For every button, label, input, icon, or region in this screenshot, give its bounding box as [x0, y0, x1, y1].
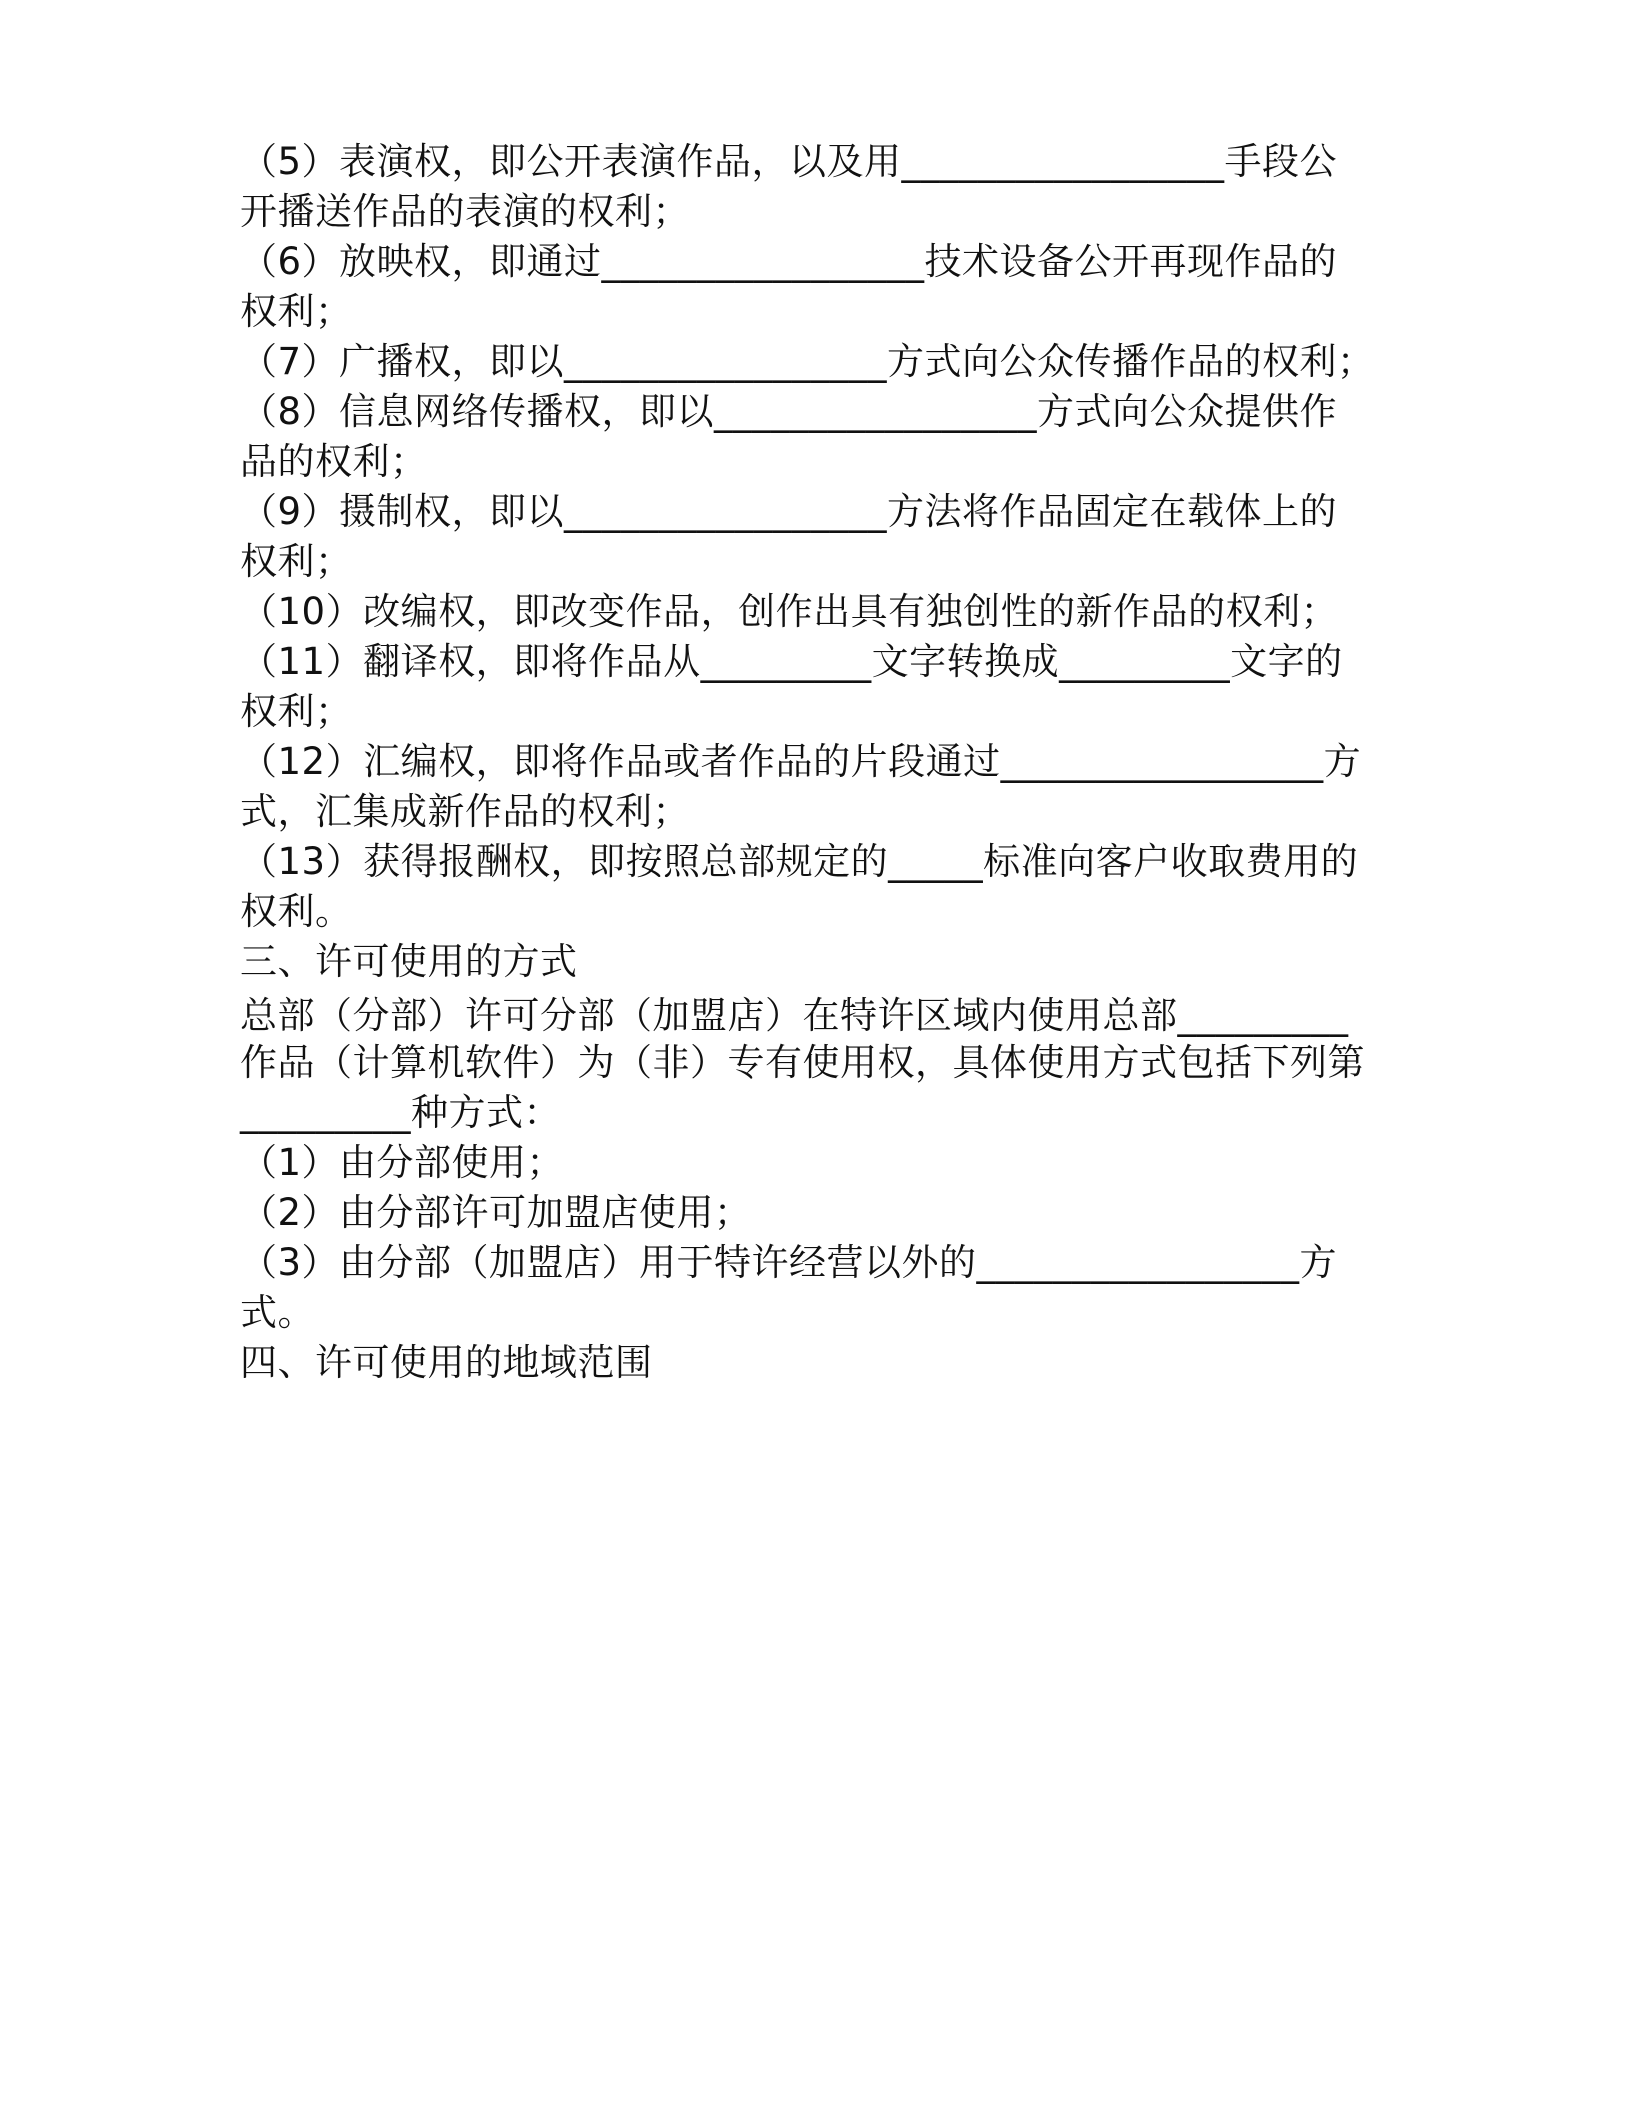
text-line: （10）改编权，即改变作品，创作出具有独创性的新作品的权利；	[240, 590, 1339, 633]
text-line: （12）汇编权，即将作品或者作品的片段通过_________________方	[240, 740, 1362, 783]
section-heading: 三、许可使用的方式	[240, 940, 578, 983]
section-heading: 四、许可使用的地域范围	[240, 1341, 653, 1384]
text-line: 式，汇集成新作品的权利；	[240, 790, 690, 833]
text-line: 品的权利；	[240, 440, 428, 483]
text-line: （7）广播权，即以_________________方式向公众传播作品的权利；	[240, 340, 1375, 383]
text-line: 权利；	[240, 290, 353, 333]
text-line: （2）由分部许可加盟店使用；	[240, 1191, 752, 1234]
text-line: （11）翻译权，即将作品从_________文字转换成_________文字的	[240, 640, 1343, 683]
text-line: 权利。	[240, 890, 353, 933]
text-line: （1）由分部使用；	[240, 1141, 565, 1184]
text-line: 权利；	[240, 690, 353, 733]
text-line: 作品（计算机软件）为（非）专有使用权，具体使用方式包括下列第	[240, 1041, 1365, 1084]
text-line: （6）放映权，即通过_________________技术设备公开再现作品的	[240, 240, 1338, 283]
text-line: 权利；	[240, 540, 353, 583]
text-line: （8）信息网络传播权，即以_________________方式向公众提供作	[240, 390, 1338, 433]
text-line: 式。	[240, 1291, 315, 1334]
text-line: （3）由分部（加盟店）用于特许经营以外的_________________方	[240, 1241, 1338, 1284]
text-line: （5）表演权，即公开表演作品，以及用_________________手段公	[240, 140, 1338, 183]
text-line: 开播送作品的表演的权利；	[240, 190, 690, 233]
text-line: （9）摄制权，即以_________________方法将作品固定在载体上的	[240, 490, 1338, 533]
text-line: _________种方式：	[240, 1091, 561, 1134]
text-line: 总部（分部）许可分部（加盟店）在特许区域内使用总部_________	[240, 994, 1349, 1037]
text-line: （13）获得报酬权，即按照总部规定的_____标准向客户收取费用的	[240, 840, 1359, 883]
